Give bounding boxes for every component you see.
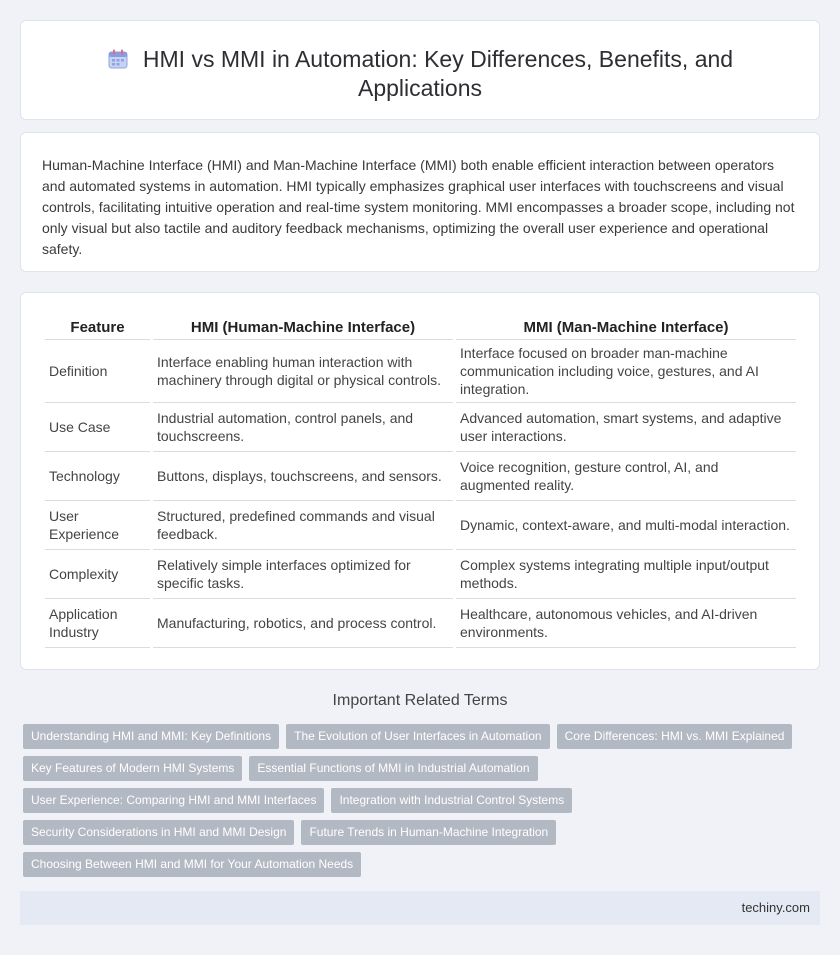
mmi-cell: Complex systems integrating multiple input/output methods. <box>456 550 796 599</box>
mmi-cell: Dynamic, context-aware, and multi-modal interaction. <box>456 501 796 550</box>
feature-cell: Application Industry <box>45 599 150 648</box>
table-row <box>45 340 796 403</box>
hmi-cell: Manufacturing, robotics, and process control. <box>153 599 453 648</box>
calendar-icon <box>107 48 129 70</box>
hmi-cell: Buttons, displays, touchscreens, and sensors. <box>153 452 453 501</box>
hmi-cell: Industrial automation, control panels, and touchscreens. <box>153 403 453 452</box>
hmi-cell: Structured, predefined commands and visual feedback. <box>153 501 453 550</box>
comparison-card <box>20 292 820 670</box>
related-terms-title: Important Related Terms <box>332 692 508 709</box>
table-header-row <box>45 315 796 340</box>
page-title <box>21 45 819 103</box>
hmi-cell: Relatively simple interfaces optimized for specific tasks. <box>153 550 453 599</box>
header-mmi: MMI (Man-Machine Interface) <box>456 315 796 340</box>
table-row <box>45 452 796 501</box>
footer-site-link[interactable]: techiny.com <box>741 900 810 915</box>
related-term-tag[interactable]: Security Considerations in HMI and MMI Design <box>23 820 294 845</box>
title-card <box>20 20 820 120</box>
page-title-text: HMI vs MMI in Automation: Key Differences, Benefits, and Applications <box>142 46 734 101</box>
header-feature: Feature <box>45 315 150 340</box>
intro-paragraph: Human-Machine Interface (HMI) and Man-Machine Interface (MMI) both enable efficient interaction between operators and automated systems in automation. HMI typically emphasizes graphical user interfaces with touchscreens and visual controls, facilitating intuitive operation and real-time system monitoring. MMI encompasses a broader scope, including not only visual but also tactile and auditory feedback mechanisms, optimizing the overall user experience and operational safety. <box>42 157 795 257</box>
intro-card <box>20 132 820 272</box>
feature-cell: Technology <box>45 452 150 501</box>
feature-cell: Definition <box>45 340 150 403</box>
related-term-tag[interactable]: User Experience: Comparing HMI and MMI Interfaces <box>23 788 324 813</box>
table-row <box>45 501 796 550</box>
mmi-cell: Voice recognition, gesture control, AI, and augmented reality. <box>456 452 796 501</box>
hmi-cell: Interface enabling human interaction with machinery through digital or physical controls. <box>153 340 453 403</box>
related-term-tag[interactable]: Future Trends in Human-Machine Integration <box>301 820 556 845</box>
table-row <box>45 599 796 648</box>
related-terms-list <box>23 724 803 884</box>
related-term-tag[interactable]: Integration with Industrial Control Systems <box>331 788 572 813</box>
header-hmi: HMI (Human-Machine Interface) <box>153 315 453 340</box>
related-term-tag[interactable]: Choosing Between HMI and MMI for Your Automation Needs <box>23 852 361 877</box>
related-term-tag[interactable]: The Evolution of User Interfaces in Automation <box>286 724 549 749</box>
mmi-cell: Interface focused on broader man-machine communication including voice, gestures, and AI integration. <box>456 340 796 403</box>
mmi-cell: Healthcare, autonomous vehicles, and AI-driven environments. <box>456 599 796 648</box>
feature-cell: Use Case <box>45 403 150 452</box>
related-term-tag[interactable]: Essential Functions of MMI in Industrial Automation <box>249 756 537 781</box>
mmi-cell: Advanced automation, smart systems, and adaptive user interactions. <box>456 403 796 452</box>
comparison-table <box>42 315 799 648</box>
feature-cell: User Experience <box>45 501 150 550</box>
related-term-tag[interactable]: Core Differences: HMI vs. MMI Explained <box>557 724 793 749</box>
table-row <box>45 550 796 599</box>
table-row <box>45 403 796 452</box>
feature-cell: Complexity <box>45 550 150 599</box>
related-term-tag[interactable]: Understanding HMI and MMI: Key Definitions <box>23 724 279 749</box>
footer <box>20 891 820 925</box>
related-term-tag[interactable]: Key Features of Modern HMI Systems <box>23 756 242 781</box>
